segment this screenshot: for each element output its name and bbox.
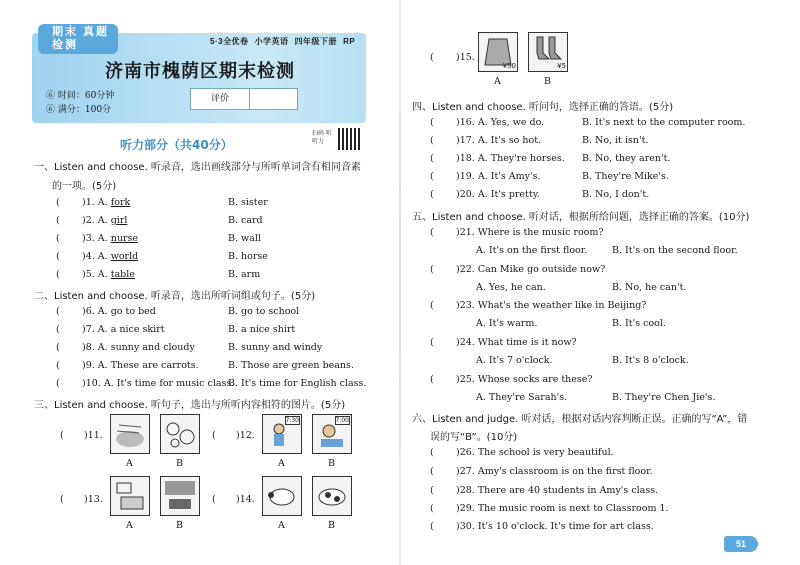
qr-code-icon[interactable] xyxy=(338,128,360,150)
q11-label-a: A xyxy=(126,458,133,469)
q21-b: B. It's on the second floor. xyxy=(612,245,738,256)
answer-paren[interactable]: ( xyxy=(56,233,60,244)
q20-b: B. No, I don't. xyxy=(582,189,650,200)
q14-label-a: A xyxy=(278,520,285,531)
answer-paren[interactable]: ( xyxy=(430,153,434,164)
answer-paren[interactable]: ( xyxy=(56,197,60,208)
answer-paren[interactable]: ( xyxy=(430,189,434,200)
evaluation-box[interactable] xyxy=(190,88,298,110)
series-info xyxy=(210,36,361,47)
q24-a: A. It's 7 o'clock. xyxy=(476,355,553,366)
q18-b: B. No, they aren't. xyxy=(582,153,671,164)
q15-label-b: B xyxy=(544,76,551,87)
answer-paren[interactable]: ( xyxy=(56,324,60,335)
q18: )18. A. They're horses. xyxy=(456,153,565,164)
series-grade: 四年级下册 xyxy=(294,37,338,46)
q15: )15. xyxy=(456,52,475,63)
section-5-title: 五、Listen and choose. 听对话，根据所给问题，选择正确的答案。(10分) xyxy=(412,212,750,223)
answer-paren[interactable]: ( xyxy=(56,360,60,371)
answer-paren[interactable]: ( xyxy=(430,521,434,532)
q11: )11. xyxy=(84,430,103,441)
answer-paren[interactable]: ( xyxy=(212,494,216,505)
q4: )4. A. world xyxy=(82,251,139,262)
answer-paren[interactable]: ( xyxy=(430,117,434,128)
series-name: 5·3全优卷 xyxy=(210,37,249,46)
q13: )13. xyxy=(84,494,103,505)
answer-paren[interactable]: ( xyxy=(56,342,60,353)
q13-label-a: A xyxy=(126,520,133,531)
q10: )10. A. It's time for music class. xyxy=(82,378,235,389)
q29: )29. The music room is next to Classroom 1. xyxy=(456,503,669,514)
section-1-title: 一、Listen and choose. 听录音，选出画线部分与所听单词含有相同音素 xyxy=(34,162,361,173)
answer-paren[interactable]: ( xyxy=(60,430,64,441)
socks-icon[interactable] xyxy=(528,32,568,72)
q19-b: B. They're Mike's. xyxy=(582,171,669,182)
answer-paren[interactable]: ( xyxy=(60,494,64,505)
exam-title: 济南市槐荫区期末检测 xyxy=(105,61,295,82)
answer-paren[interactable]: ( xyxy=(56,269,60,280)
q12-image-b[interactable] xyxy=(312,414,352,454)
q5-b: B. arm xyxy=(228,269,261,280)
answer-paren[interactable]: ( xyxy=(430,300,434,311)
cow-icon[interactable] xyxy=(312,476,352,516)
section-4-title: 四、Listen and choose. 听问句，选择正确的答语。(5分) xyxy=(412,102,674,113)
q13-image-b[interactable] xyxy=(160,476,200,516)
answer-paren[interactable]: ( xyxy=(430,264,434,275)
q22-a: A. Yes, he can. xyxy=(476,282,546,293)
right-page xyxy=(400,0,800,565)
q24: )24. What time is it now? xyxy=(456,337,577,348)
q12-label-b: B xyxy=(328,458,335,469)
q27: )27. Amy's classroom is on the first floor. xyxy=(456,466,653,477)
jacket-icon[interactable] xyxy=(478,32,518,72)
q24-b: B. It's 8 o'clock. xyxy=(612,355,689,366)
q7: )7. A. a nice skirt xyxy=(82,324,165,335)
answer-paren[interactable]: ( xyxy=(430,337,434,348)
q20: )20. A. It's pretty. xyxy=(456,189,540,200)
q1-b: B. sister xyxy=(228,197,268,208)
series-edition: RP xyxy=(343,37,356,46)
answer-paren[interactable]: ( xyxy=(56,215,60,226)
q3-b: B. wall xyxy=(228,233,261,244)
q16: )16. A. Yes, we do. xyxy=(456,117,545,128)
price-a: ¥50 xyxy=(502,62,516,70)
q2-b: B. card xyxy=(228,215,263,226)
q25-b: B. They're Chen Jie's. xyxy=(612,392,716,403)
q1: )1. A. fork xyxy=(82,197,131,208)
answer-paren[interactable]: ( xyxy=(56,378,60,389)
q12-label-a: A xyxy=(278,458,285,469)
answer-paren[interactable]: ( xyxy=(430,227,434,238)
q7-b: B. a nice shirt xyxy=(228,324,296,335)
section-2-title: 二、Listen and choose. 听录音，选出所听词组或句子。(5分) xyxy=(34,291,316,302)
answer-paren[interactable]: ( xyxy=(430,503,434,514)
q12-image-a[interactable] xyxy=(262,414,302,454)
q23: )23. What's the weather like in Beijing? xyxy=(456,300,647,311)
answer-paren[interactable]: ( xyxy=(430,171,434,182)
q13-label-b: B xyxy=(176,520,183,531)
answer-paren[interactable]: ( xyxy=(430,466,434,477)
answer-paren[interactable]: ( xyxy=(430,52,434,63)
answer-paren[interactable]: ( xyxy=(212,430,216,441)
q22: )22. Can Mike go outside now? xyxy=(456,264,606,275)
q13-image-a[interactable] xyxy=(110,476,150,516)
q6-b: B. go to school xyxy=(228,306,300,317)
q15-label-a: A xyxy=(494,76,501,87)
q22-b: B. No, he can't. xyxy=(612,282,687,293)
q25-a: A. They're Sarah's. xyxy=(476,392,568,403)
q9-b: B. Those are green beans. xyxy=(228,360,354,371)
sheep-icon[interactable] xyxy=(262,476,302,516)
q8-b: B. sunny and windy xyxy=(228,342,323,353)
q23-b: B. It's cool. xyxy=(612,318,666,329)
q25: )25. Whose socks are these? xyxy=(456,374,593,385)
q26: )26. The school is very beautiful. xyxy=(456,447,614,458)
price-b: ¥5 xyxy=(557,62,566,70)
q8: )8. A. sunny and cloudy xyxy=(82,342,195,353)
q28: )28. There are 40 students in Amy's class. xyxy=(456,485,659,496)
q2: )2. A. girl xyxy=(82,215,128,226)
clock-700: 7:00 xyxy=(335,417,349,424)
q14: )14. xyxy=(236,494,255,505)
score-info: ⑥ 满分：100分 xyxy=(46,105,112,115)
answer-paren[interactable]: ( xyxy=(430,374,434,385)
q12: )12. xyxy=(236,430,255,441)
q6: )6. A. go to bed xyxy=(82,306,156,317)
q11-image-b[interactable] xyxy=(160,414,200,454)
q16-b: B. It's next to the computer room. xyxy=(582,117,746,128)
section-6-title-cont: 误的写“B”。(10分) xyxy=(430,432,518,443)
q11-label-b: B xyxy=(176,458,183,469)
answer-paren[interactable]: ( xyxy=(56,306,60,317)
page-number: 51 xyxy=(724,536,758,552)
q5: )5. A. table xyxy=(82,269,135,280)
answer-paren[interactable]: ( xyxy=(430,135,434,146)
clock-730: 7:30 xyxy=(285,417,299,424)
time-info: ⑥ 时间：60分钟 xyxy=(46,91,115,101)
answer-paren[interactable]: ( xyxy=(430,447,434,458)
answer-paren[interactable]: ( xyxy=(430,485,434,496)
q3: )3. A. nurse xyxy=(82,233,138,244)
exam-badge: 期末 真题检测 xyxy=(38,24,118,54)
series-subject: 小学英语 xyxy=(254,37,289,46)
q10-b: B. It's time for English class. xyxy=(228,378,367,389)
section-3-title: 三、Listen and choose. 听句子，选出与所听内容相符的图片。(5分) xyxy=(34,400,346,411)
q4-b: B. horse xyxy=(228,251,268,262)
q17-b: B. No, it isn't. xyxy=(582,135,649,146)
q19: )19. A. It's Amy's. xyxy=(456,171,541,182)
q9: )9. A. These are carrots. xyxy=(82,360,199,371)
q23-a: A. It's warm. xyxy=(476,318,538,329)
answer-paren[interactable]: ( xyxy=(56,251,60,262)
q17: )17. A. It's so hot. xyxy=(456,135,542,146)
section-6-title: 六、Listen and judge. 听对话，根据对话内容判断正误。正确的写“A”，错 xyxy=(412,414,748,425)
q11-image-a[interactable] xyxy=(110,414,150,454)
q21-a: A. It's on the first floor. xyxy=(476,245,588,256)
q30: )30. It's 10 o'clock. It's time for art class. xyxy=(456,521,654,532)
q21: )21. Where is the music room? xyxy=(456,227,604,238)
q14-label-b: B xyxy=(328,520,335,531)
section-1-title-cont: 的一项。(5分) xyxy=(52,181,117,192)
evaluation-label: 评价 xyxy=(191,89,250,109)
listening-title: 听力部分（共40分） xyxy=(120,138,233,152)
qr-caption: 扫码 听听力 xyxy=(312,130,332,145)
